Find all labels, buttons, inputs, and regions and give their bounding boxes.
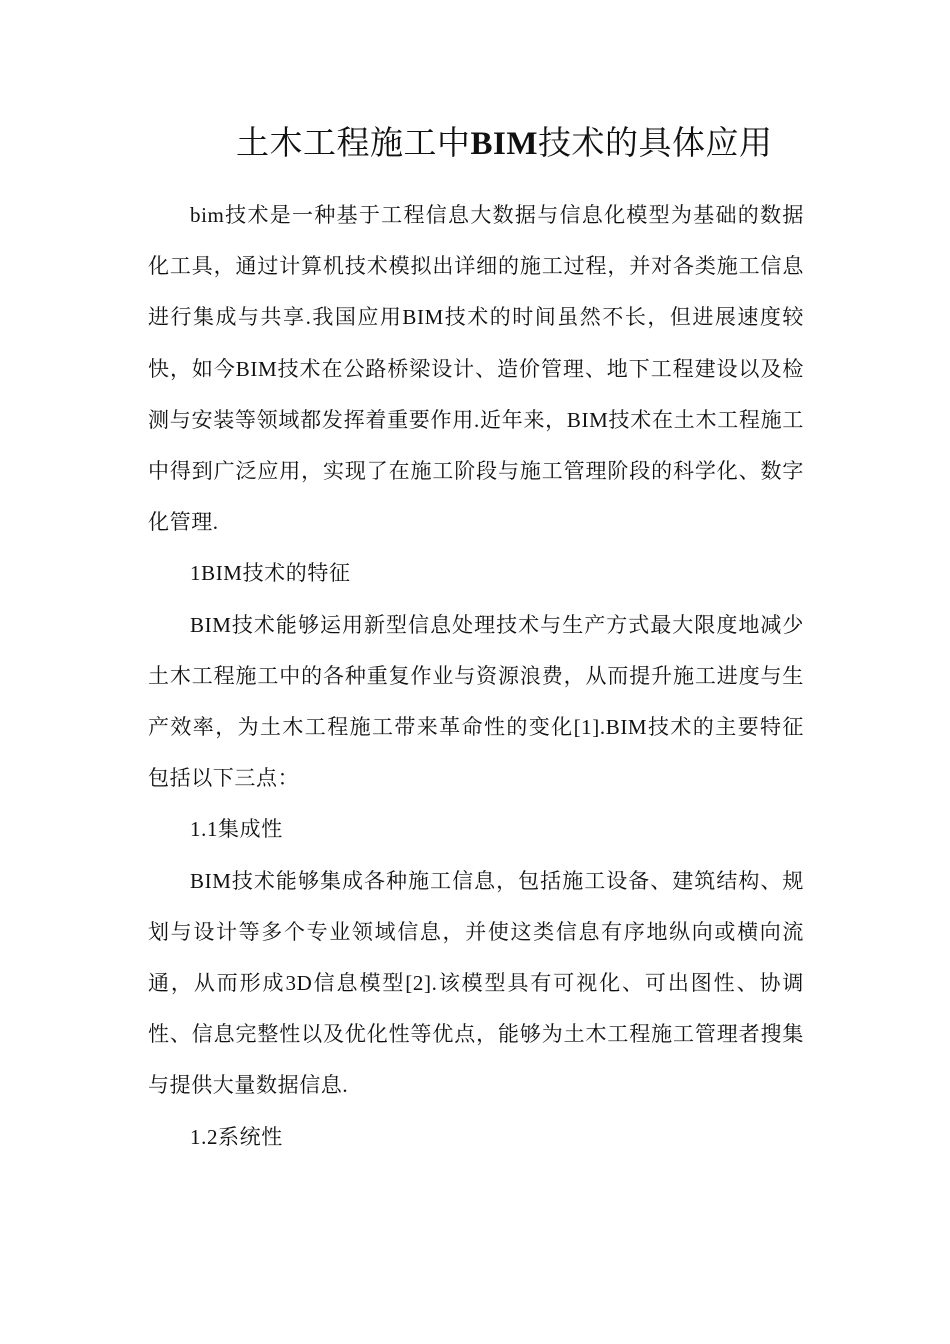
section-heading-features: 1BIM技术的特征	[190, 561, 351, 586]
subsection-heading-system: 1.2系统性	[190, 1124, 283, 1149]
subsection-heading-integration: 1.1集成性	[190, 817, 283, 842]
title-prefix: 土木工程施工中	[236, 126, 471, 162]
features-paragraph: BIM技术能够运用新型信息处理技术与生产方式最大限度地减少土木工程施工中的各种重复作业与资源浪费，从而提升施工进度与生产效率，为土木工程施工带来革命性的变化[1].BIM技术的主要特征包括以下三点：	[148, 612, 804, 791]
document-body	[148, 190, 804, 1163]
title-bim: BIM	[470, 126, 538, 162]
title-suffix: 技术的具体应用	[538, 126, 773, 162]
document-title	[236, 120, 773, 168]
intro-paragraph: bim技术是一种基于工程信息大数据与信息化模型为基础的数据化工具，通过计算机技术模拟出详细的施工过程，并对各类施工信息进行集成与共享.我国应用BIM技术的时间虽然不长，但进展速度较快，如今BIM技术在公路桥梁设计、造价管理、地下工程建设以及检测与安装等领域都发挥着重要作用.近年来，BIM技术在土木工程施工中得到广泛应用，实现了在施工阶段与施工管理阶段的科学化、数字化管理.	[148, 203, 804, 535]
integration-paragraph: BIM技术能够集成各种施工信息，包括施工设备、建筑结构、规划与设计等多个专业领域信息，并使这类信息有序地纵向或横向流通，从而形成3D信息模型[2].该模型具有可视化、可出图性、协调性、信息完整性以及优化性等优点，能够为土木工程施工管理者搜集与提供大量数据信息.	[148, 868, 804, 1098]
